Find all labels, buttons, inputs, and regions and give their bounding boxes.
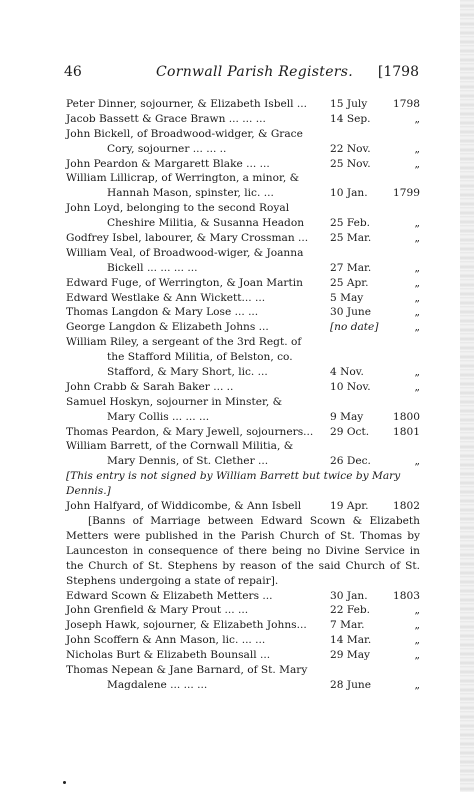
marriage-entry [66,291,420,306]
entry-date: 29 May [330,649,370,662]
entry-date: 28 June [330,678,372,691]
entry-date-columns [330,216,420,231]
entry-year: 1798 [393,98,420,110]
entry-date: 14 Sep. [330,112,371,125]
marriage-entry [66,439,420,469]
entry-year: „ [414,649,420,662]
entry-year: „ [414,321,420,334]
marriage-entry [66,97,420,112]
marriage-entry [66,633,420,648]
marriage-entry [66,335,420,380]
entry-names: Thomas Nepean & Jane Barnard, of St. Mary [66,663,308,676]
entry-names: Peter Dinner, sojourner, & Elizabeth Isbell ... [66,98,308,110]
entry-year: „ [414,157,420,170]
entry-date-columns [330,261,420,276]
entry-names: John Peardon & Margarett Blake ... ... [66,157,270,170]
entry-names: Edward Scown & Elizabeth Metters ... [66,589,273,602]
entry-names: Thomas Peardon, & Mary Jewell, sojourners... [66,425,314,438]
entry-names: Joseph Hawk, sojourner, & Elizabeth Johns... [66,619,307,632]
marriage-entries [66,97,420,693]
marriage-entry [66,171,420,201]
entry-date-columns [330,425,420,440]
entry-date-columns [330,454,420,469]
marriage-entry [66,648,420,663]
entry-date-columns [330,157,420,172]
entry-date-columns [330,678,420,693]
entry-names: George Langdon & Elizabeth Johns ... [66,321,269,334]
entry-year: 1800 [393,410,420,423]
entry-continuation: Mary Collis ... ... ... [107,410,210,423]
entry-year: „ [414,232,420,245]
entry-date-columns [330,618,420,633]
entry-date: 7 Mar. [330,619,365,632]
entry-year: „ [414,261,420,274]
entry-date: 9 May [330,410,364,423]
entry-names: Jacob Bassett & Grace Brawn ... ... ... [66,112,266,125]
editorial-note: [This entry is not signed by William Barrett but twice by Mary Dennis.] [66,470,401,498]
entry-date-columns [330,365,420,380]
entry-date: 29 Oct. [330,425,370,438]
page-header [64,64,419,84]
entry-names: John Halfyard, of Widdicombe, & Ann Isbell [66,500,302,513]
entry-date: 25 Feb. [330,217,371,230]
entry-year: „ [414,291,420,304]
entry-year: „ [414,217,420,230]
page-number: 46 [64,64,82,80]
marriage-entry [66,231,420,246]
entry-names: Thomas Langdon & Mary Lose ... ... [66,306,259,319]
entry-names: Edward Fuge, of Werrington, & Joan Martin [66,276,303,289]
entry-date: 22 Feb. [330,604,371,617]
marriage-entry [66,603,420,618]
entry-year: 1802 [393,500,420,513]
entry-date-columns [330,380,420,395]
entry-date-columns [330,291,420,306]
marriage-entry [66,201,420,231]
marriage-entry [66,499,420,514]
entry-year: „ [414,366,420,379]
banns-note: [Banns of Marriage between Edward Scown & Elizabeth Metters were published in the Parish Church of St. Thomas by Launceston in consequence of there being no Divine Service in the Church of St. Stephens by reason of the said Church of St. Stephens undergoing a state of repair]. [66,514,420,587]
marriage-entry [66,112,420,127]
marriage-entry [66,320,420,335]
entry-names: Edward Westlake & Ann Wickett... ... [66,291,266,304]
entry-date: 25 Nov. [330,157,371,170]
entry-date-columns [330,97,420,112]
entry-date: 25 Mar. [330,232,372,245]
entry-date: 19 Apr. [330,500,369,513]
entry-names: John Scoffern & Ann Mason, lic. ... ... [66,634,266,647]
entry-names: William Barrett, of the Cornwall Militia, & [66,440,294,453]
marriage-entry [66,425,420,440]
entry-continuation: the Stafford Militia, of Belston, co. [107,351,293,364]
entry-names: John Bickell, of Broadwood-widger, & Grace [66,127,303,140]
entry-date: 14 Mar. [330,634,372,647]
entry-names: William Veal, of Broadwood-wiger, & Joanna [66,246,304,259]
entry-continuation: Mary Dennis, of St. Clether ... [107,455,269,468]
entry-year: „ [414,455,420,468]
entry-date-columns [330,186,420,201]
entry-names: Nicholas Burt & Elizabeth Bounsall ... [66,649,271,662]
marriage-entry [66,127,420,157]
entry-date-columns [330,410,420,425]
entry-date-columns [330,633,420,648]
entry-year: 1803 [393,589,420,602]
marriage-entry [66,395,420,425]
entry-names: Godfrey Isbel, labourer, & Mary Crossman ... [66,232,309,245]
entry-continuation: Stafford, & Mary Short, lic. ... [107,366,268,379]
entry-date-columns [330,231,420,246]
entry-year: „ [414,678,420,691]
entry-year: „ [414,634,420,647]
entry-continuation: Bickell ... ... ... ... [107,261,198,274]
entry-date-columns [330,603,420,618]
entry-names: William Riley, a sergeant of the 3rd Regt. of [66,336,302,349]
marriage-entry [66,380,420,395]
scanned-page-edge [460,0,474,792]
marriage-entry [66,246,420,276]
entry-year: „ [414,380,420,393]
running-title: Cornwall Parish Registers. [156,64,354,80]
entry-names: John Crabb & Sarah Baker ... .. [66,380,234,393]
entry-date-columns [330,499,420,514]
marriage-entry [66,276,420,291]
marriage-entry [66,589,420,604]
entry-date: 4 Nov. [330,366,364,379]
entry-date: 5 May [330,291,364,304]
entry-date: [no date] [330,321,379,334]
entry-date: 30 June [330,306,372,319]
entry-date-columns [330,589,420,604]
marriage-entry [66,663,420,693]
entry-date: 10 Jan. [330,187,368,200]
entry-date: 15 July [330,98,368,110]
entry-continuation: Hannah Mason, spinster, lic. ... [107,187,274,200]
header-year: [1798 [377,64,419,80]
entry-date: 10 Nov. [330,380,371,393]
entry-year: „ [414,306,420,319]
entry-date-columns [330,648,420,663]
entry-year: 1801 [393,425,420,438]
entry-year: „ [414,619,420,632]
entry-date-columns [330,142,420,157]
entry-year: „ [414,112,420,125]
entry-year: 1799 [393,187,420,200]
entry-date: 27 Mar. [330,261,372,274]
entry-names: John Grenfield & Mary Prout ... ... [66,604,249,617]
entry-continuation: Magdalene ... ... ... [107,678,208,691]
entry-date: 25 Apr. [330,276,369,289]
entry-date-columns [330,276,420,291]
marriage-entry [66,618,420,633]
entry-date: 22 Nov. [330,142,371,155]
entry-names: William Lillicrap, of Werrington, a minor, & [66,172,300,185]
entry-names: John Loyd, belonging to the second Royal [66,202,290,215]
ink-speck [63,781,66,784]
entry-date: 26 Dec. [330,455,371,468]
entry-year: „ [414,604,420,617]
entry-date-columns [330,112,420,127]
entry-date: 30 Jan. [330,589,368,602]
entry-continuation: Cory, sojourner ... ... .. [107,142,227,155]
entry-continuation: Cheshire Militia, & Susanna Headon [107,217,305,230]
entry-date-columns [330,305,420,320]
entry-year: „ [414,276,420,289]
entry-names: Samuel Hoskyn, sojourner in Minster, & [66,395,283,408]
entry-date-columns [330,320,420,335]
entry-year: „ [414,142,420,155]
marriage-entry [66,305,420,320]
marriage-entry [66,157,420,172]
